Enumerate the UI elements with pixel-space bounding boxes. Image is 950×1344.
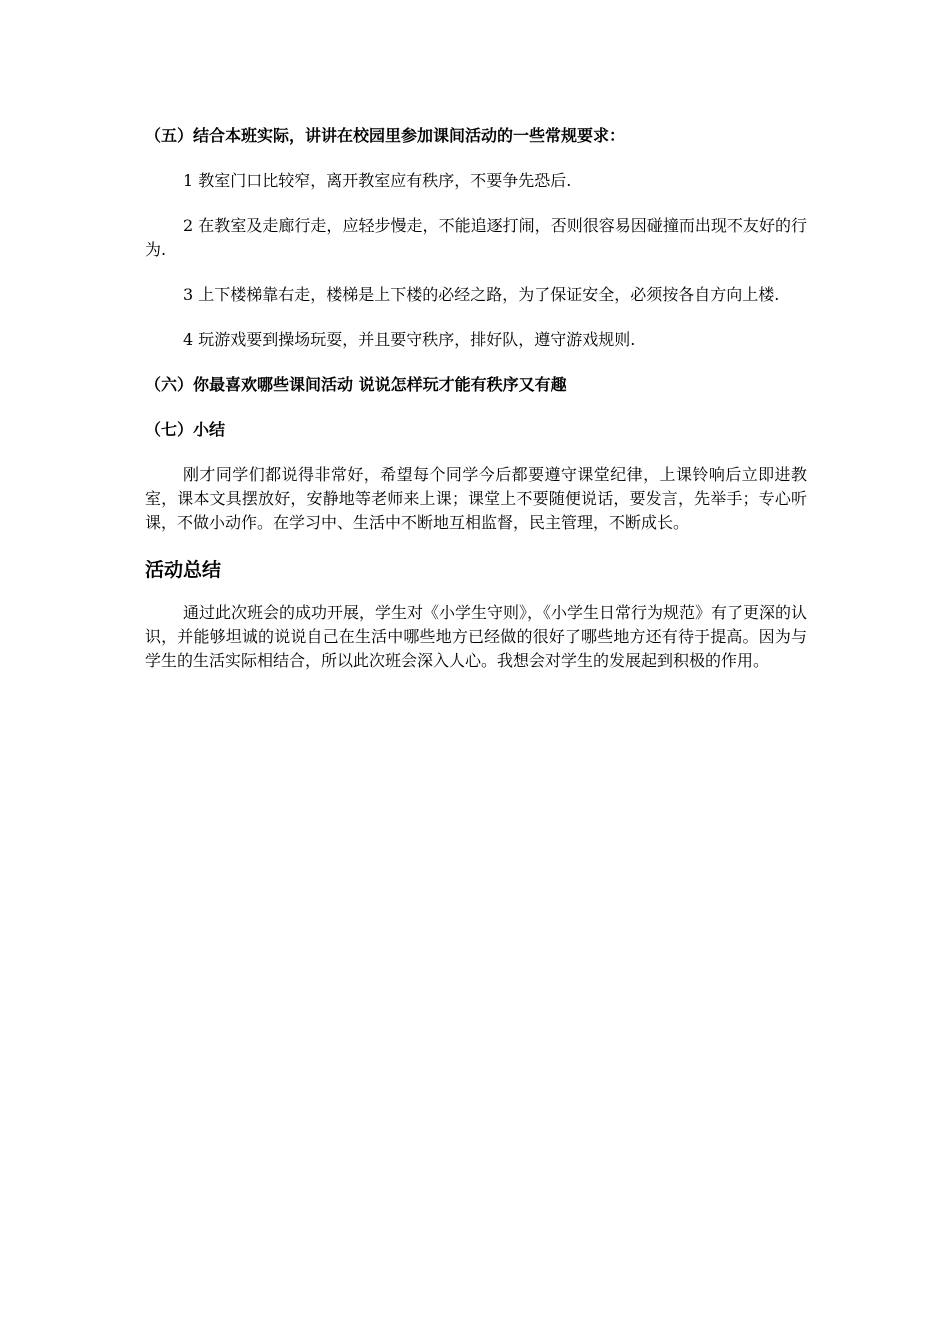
summary-paragraph: 刚才同学们都说得非常好，希望每个同学今后都要遵守课堂纪律，上课铃响后立即进教室，课本文具摆放好，安静地等老师来上课；课堂上不要随便说话，要发言，先举手；专心听课，不做小动作。在学习中、生活中不断地互相监督，民主管理，不断成长。 [145,465,807,532]
section-heading-5: （五）结合本班实际，讲讲在校园里参加课间活动的一些常规要求： [145,126,626,145]
rule-item-2: 2 在教室及走廊行走，应轻步慢走，不能追逐打闹，否则很容易因碰撞而出现不友好的行为. [145,216,807,259]
activity-summary-title: 活动总结 [145,559,222,581]
activity-summary-text: 通过此次班会的成功开展，学生对《小学生守则》，《小学生日常行为规范》有了更深的认识，并能够坦诚的说说自己在生活中哪些地方已经做的很好了哪些地方还有待于提高。因为与学生的生活实际相结合，所以此次班会深入人心。我想会对学生的发展起到积极的作用。 [145,603,808,670]
section-heading-6: （六）你最喜欢哪些课间活动 说说怎样玩才能有秩序又有趣 [145,375,567,394]
document-body [145,124,807,694]
rule-item-3: 3 上下楼梯靠右走，楼梯是上下楼的必经之路，为了保证安全，必须按各自方向上楼. [183,285,780,304]
section-heading-7: （七）小结 [145,420,226,439]
rule-item-4: 4 玩游戏要到操场玩耍，并且要守秩序，排好队，遵守游戏规则. [183,330,636,349]
rule-item-1: 1 教室门口比较窄，离开教室应有秩序，不要争先恐后. [183,171,572,190]
